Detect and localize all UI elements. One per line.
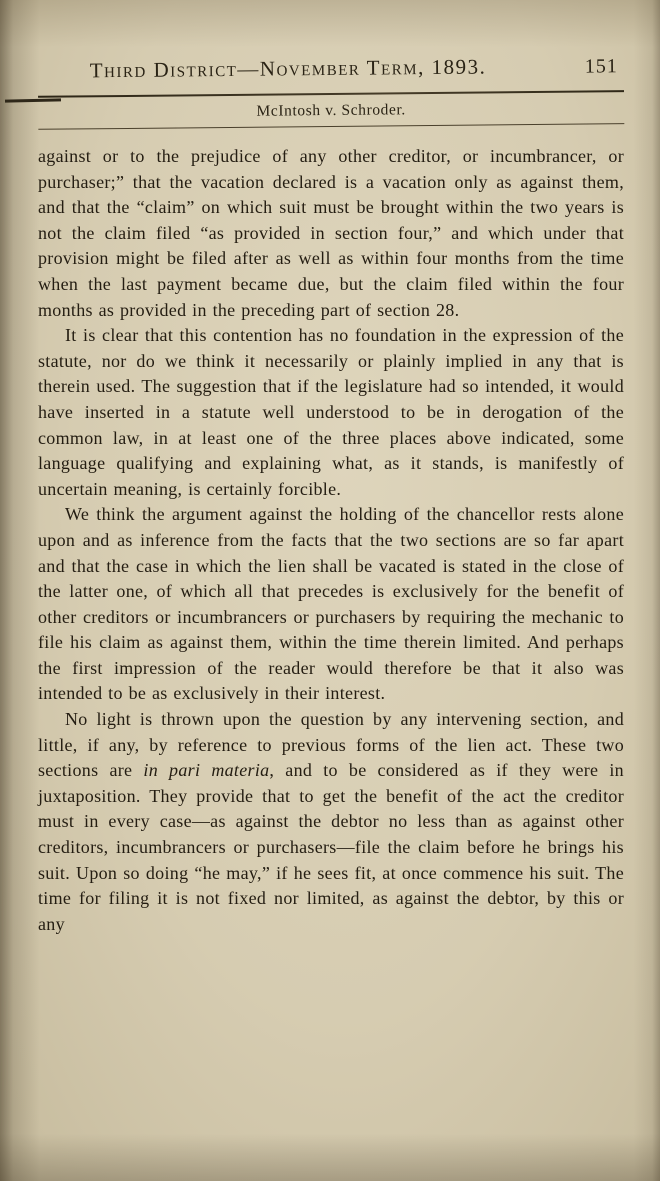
latin-phrase-italic: in pari materia	[143, 760, 270, 781]
page-number: 151	[584, 55, 618, 78]
page-head	[38, 53, 625, 130]
text-segment: We think the argument against the holding of the chancellor rests alone upon and as inference from the facts that the two sections are so far apart and that the case in which the lien shall be vacated is stated in the close of the latter one, of which all that precedes is exclusively for the benefit of other creditors or incumbrancers or purchasers by requiring the mechanic to file his claim as against them, within the time therein limited. And perhaps the first impression of the reader would therefore be that it also was intended to be as exclusively in their interest.	[38, 504, 624, 704]
paragraph	[38, 502, 624, 707]
paragraph	[38, 707, 624, 937]
running-head-title: Third District—November Term, 1893.	[89, 54, 487, 83]
text-segment: , and to be considered as if they were in juxtaposition. They provide that to get the benefit of the act the creditor must in every case—as against the debtor no less than as against other creditors, incumbrancers or purchasers—file the claim before he brings his suit. Upon so doing “he may,” if he sees fit, at once commence his suit. The time for filing it is not fixed nor limited, as against the debtor, by this or any	[38, 760, 624, 934]
opinion-body-text	[38, 144, 624, 937]
text-segment: It is clear that this contention has no foundation in the expression of the statute, nor do we think it necessarily or plainly implied in any that is therein used. The suggestion that if the legislature had so intended, it would have inserted in a statute well understood to be in derogation of the common law, in at least one of the three places above indicated, some language qualifying and explaining what, as it stands, is manifestly of uncertain meaning, is certainly forcible.	[38, 325, 624, 499]
header-rule-top	[38, 90, 624, 98]
paragraph	[38, 323, 624, 502]
case-title: McIntosh v. Schroder.	[256, 101, 406, 120]
running-head	[38, 53, 624, 84]
header-rule-bottom	[38, 123, 624, 130]
text-segment: No light is thrown upon the question by any intervening section, and little, if any, by reference to previous forms of the lien act. These two sections are	[38, 709, 624, 781]
text-segment: against or to the prejudice of any other creditor, or incumbrancer, or purchaser;” that the vacation declared is a vacation only as against them, and that the “claim” on which suit must be brought within the two years is not the claim filed “as provided in section four,” and which under that provision might be filed after as well as within four months from the time when the last payment became due, but the claim filed within the four months as provided in the preceding part of section 28.	[38, 146, 624, 320]
paragraph	[38, 144, 624, 323]
